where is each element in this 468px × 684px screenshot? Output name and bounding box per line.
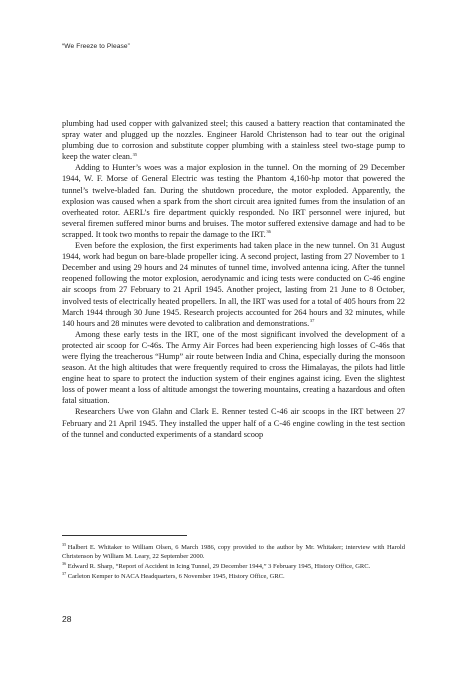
- footnotes: [62, 543, 405, 582]
- footnote-number: 37: [62, 571, 67, 577]
- footnote-ref-36[interactable]: 36: [266, 229, 271, 235]
- footnote-ref-35[interactable]: 35: [132, 151, 138, 157]
- page-number: 28: [62, 614, 72, 624]
- footnote-number: 35: [62, 541, 67, 547]
- paragraph-2: [62, 162, 405, 240]
- footnote-text: Carleton Kemper to NACA Headquarters, 6 November 1945, History Office, GRC.: [67, 573, 285, 581]
- footnote-ref-37[interactable]: 37: [309, 317, 315, 323]
- paragraph-5: [62, 406, 405, 439]
- footnote-number: 36: [62, 561, 67, 567]
- paragraph-text: Researchers Uwe von Glahn and Clark E. Renner tested C-46 air scoops in the IRT between 27 February and 21 April 1945. They installed the upper half of a C-46 engine cowling in the test section of the tunnel and conducted experiments of a standard scoop: [62, 407, 405, 439]
- paragraph-text: Even before the explosion, the first experiments had taken place in the new tunnel. On 31 August 1944, work had begun on bare-blade propeller icing. A second project, lasting from 27 November to 1 December and using 29 hours and 24 minutes of tunnel time, involved antenna icing. After the tunnel reopened following the motor explosion, aerodynamic and icing tests were conducted on C-46 engine air scoops from 27 February to 21 April 1945. Another project, lasting from 21 June to 8 October, involved tests of electrically heated propellers. In all, the IRT was used for a total of 405 hours from 22 March 1944 through 30 June 1945. Research projects accounted for 264 hours and 32 minutes, while 140 hours and 28 minutes were devoted to calibration and demonstrations.: [62, 241, 405, 328]
- footnote-text: Edward R. Sharp, “Report of Accident in Icing Tunnel, 29 December 1944,” 3 February 1945, History Office, GRC.: [67, 563, 371, 571]
- footnote-divider: [62, 535, 187, 536]
- footnote-36: [62, 562, 405, 571]
- paragraph-text: plumbing had used copper with galvanized steel; this caused a battery reaction that contaminated the spray water and plugged up the nozzles. Engineer Harold Christenson had to tear out the original plumbing due to corrosion and substitute copper plumbing with a stainless steel two-stage pump to keep the water clean.: [62, 119, 405, 162]
- body-text: [62, 118, 405, 440]
- paragraph-3: [62, 240, 405, 329]
- footnote-37: [62, 572, 405, 581]
- running-head: “We Freeze to Please”: [62, 43, 130, 50]
- footnote-35: [62, 543, 405, 561]
- paragraph-text: Adding to Hunter’s woes was a major explosion in the tunnel. On the morning of 29 December 1944, W. F. Morse of General Electric was testing the Phantom 4,160-hp motor that powered the tunnel’s twelve-bladed fan. During the shutdown procedure, the motor exploded. Apparently, the explosion was caused when a spark from the short circuit area ignited fumes from the insulation of an overheated rotor. AERL’s fire department quickly responded. No IRT personnel were injured, but several firemen suffered minor burns and bruises. The motor suffered extensive damage and had to be scrapped. It took two months to repair the damage to the IRT.: [62, 163, 405, 239]
- paragraph-4: [62, 329, 405, 407]
- paragraph-text: Among these early tests in the IRT, one of the most significant involved the development of a protected air scoop for C-46s. The Army Air Forces had been experiencing high losses of C-46s that were flying the treacherous “Hump” air route between India and China, especially during the monsoon season. At the high altitudes that were frequently required to cross the Himalayas, the pilots had little engine heat to spare to protect the induction system of their engines against icing. Even the slightest loss of power meant a loss of altitude amongst the towering mountains, creating a hazardous and often fatal situation.: [62, 329, 405, 406]
- footnote-text: Halbert E. Whitaker to William Olsen, 6 March 1986, copy provided to the author by Mr. Whitaker; interview with Harold Christenson by William M. Leary, 22 September 2000.: [62, 544, 405, 561]
- paragraph-1: [62, 118, 405, 162]
